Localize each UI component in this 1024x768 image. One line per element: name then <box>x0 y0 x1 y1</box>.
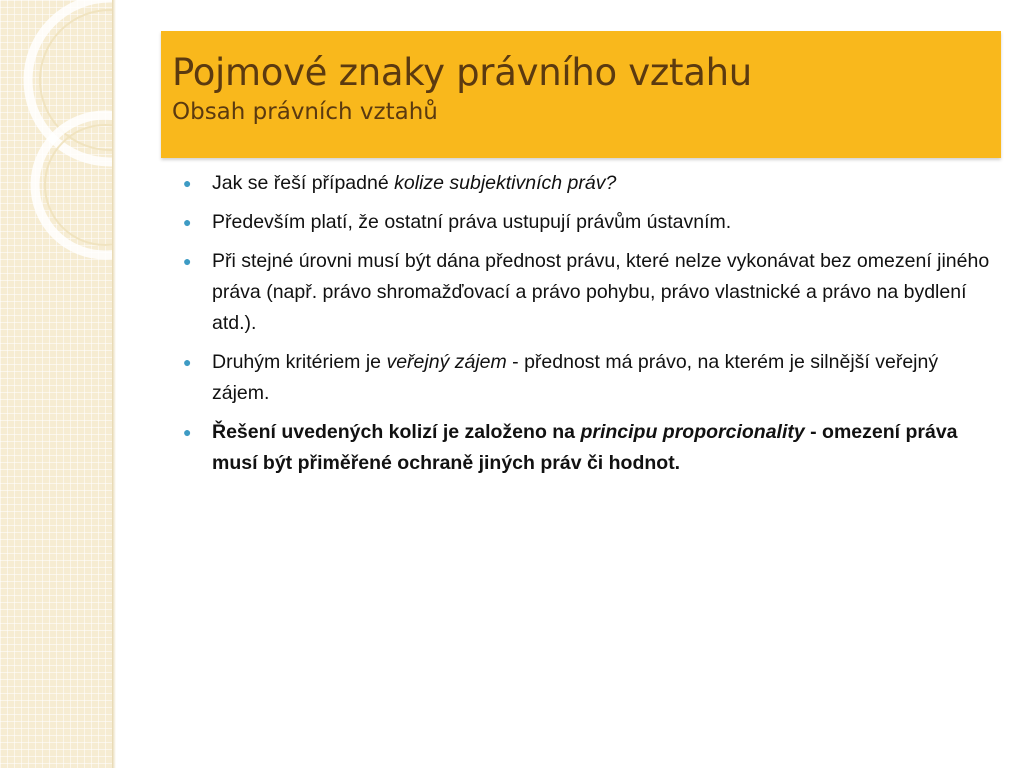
bullet-dot-icon: ● <box>183 175 192 191</box>
title-bar <box>161 31 1001 158</box>
bullet-dot-icon: ● <box>183 354 192 370</box>
bullet-dot-icon: ● <box>183 253 192 269</box>
bullet-text: Jak se řeší případné <box>212 172 395 194</box>
bullet-emphasis: kolize subjektivních práv? <box>394 172 617 194</box>
slide-subtitle: Obsah právních vztahů <box>172 99 438 125</box>
bullet-text: Řešení uvedených kolizí je založeno na <box>212 421 581 443</box>
decorative-side-band <box>0 0 112 768</box>
bullet-item <box>183 207 995 238</box>
bullet-dot-icon: ● <box>183 424 192 440</box>
bullet-item <box>183 347 995 409</box>
bullet-text-continued: - omezení práva musí být přiměřené ochraně jiných práv či hodnot. <box>212 421 958 474</box>
bullet-item <box>183 168 995 199</box>
slide-title: Pojmové znaky právního vztahu <box>172 51 752 94</box>
bullet-emphasis: veřejný zájem <box>386 351 507 373</box>
bullet-text-continued: - přednost má právo, na kterém je silnější veřejný zájem. <box>212 351 939 404</box>
bullet-list <box>183 168 995 487</box>
side-band-edge <box>112 0 116 768</box>
bullet-text: Především platí, že ostatní práva ustupují právům ústavním. <box>212 211 732 233</box>
bullet-emphasis: principu proporcionality <box>580 421 805 443</box>
decorative-ring-top-inner <box>40 10 112 150</box>
decorative-rings <box>0 0 112 768</box>
bullet-dot-icon: ● <box>183 214 192 230</box>
bullet-item <box>183 246 995 339</box>
bullet-item-conclusion <box>183 417 995 479</box>
bullet-text: Druhým kritériem je <box>212 351 387 373</box>
bullet-text: Při stejné úrovni musí být dána přednost právu, které nelze vykonávat bez omezení jiného práva (např. právo shromažďovací a právo pohybu, právo vlastnické a právo na bydlení atd.). <box>212 250 990 334</box>
